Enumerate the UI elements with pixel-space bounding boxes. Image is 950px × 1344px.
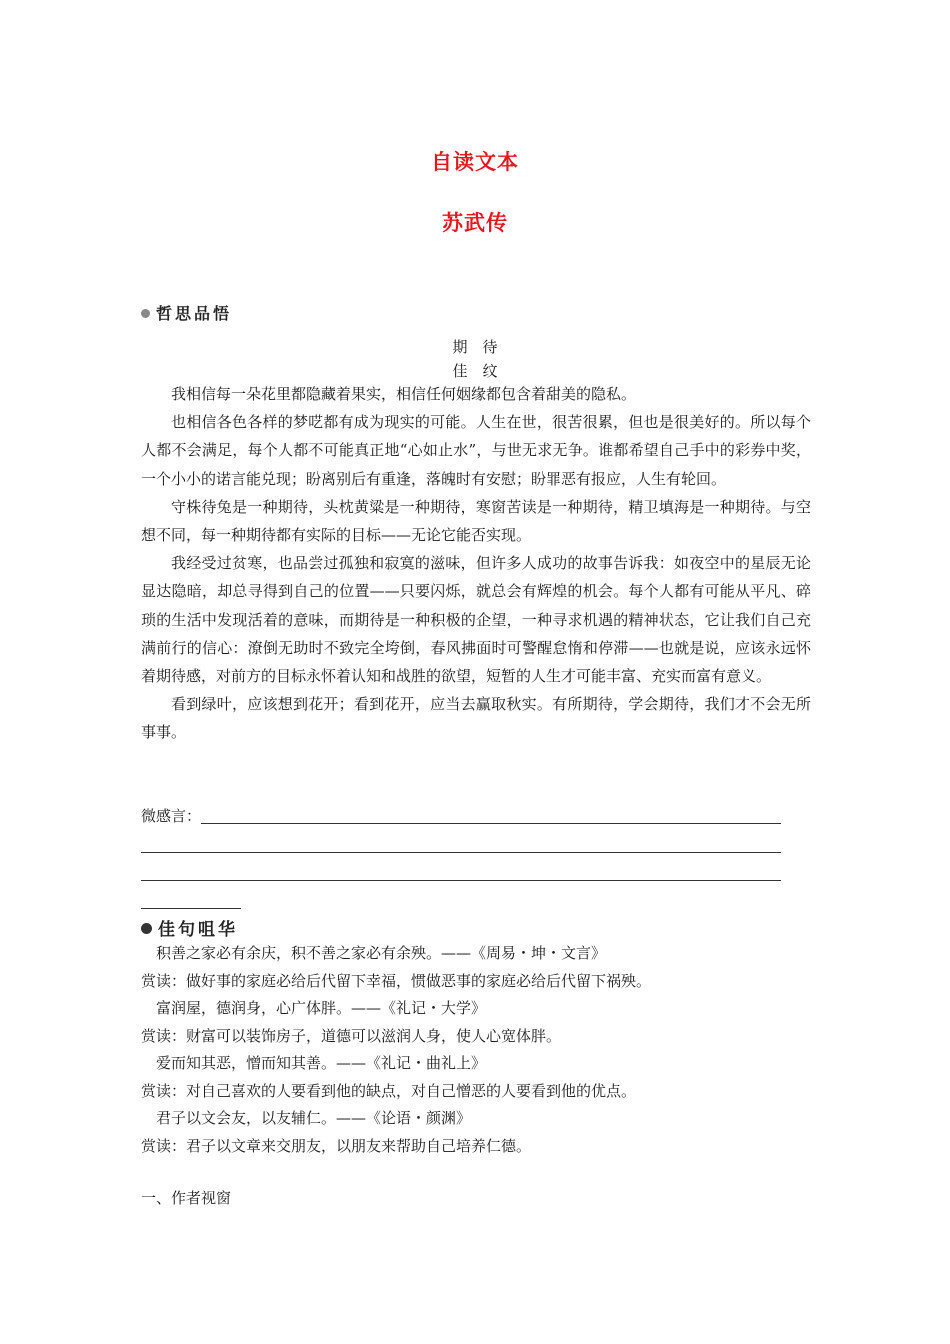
- paragraph: 看到绿叶，应该想到花开；看到花开，应当去赢取秋实。有所期待，学会期待，我们才不会无所事事。: [141, 695, 811, 742]
- quote-comment: 赏读：做好事的家庭必给后代留下幸福，惯做恶事的家庭必给后代留下祸殃。: [141, 971, 652, 990]
- paragraph: 也相信各色各样的梦呓都有成为现实的可能。人生在世，很苦很累，但也是很美好的。所以每个人都不会满足，每个人都不可能真正地“心如止水”，与世无求无争。谁都希望自己手中的彩券中奖，一个小小的诺言能兑现；盼离别后有重逢，落魄时有安慰；盼罪恶有报应，人生有轮回。: [141, 413, 811, 488]
- quote-list: [141, 940, 821, 1160]
- page-subtitle: 苏武传: [442, 211, 508, 235]
- reflection-label: 微感言：: [141, 807, 202, 826]
- bullet-icon: [141, 923, 152, 934]
- answer-line: [141, 851, 781, 853]
- answer-line: [201, 822, 781, 824]
- quote-comment: 赏读：对自己喜欢的人要看到他的缺点，对自己憎恶的人要看到他的优点。: [141, 1081, 637, 1100]
- reflection-row: [141, 828, 781, 856]
- quote-comment: 赏读：财富可以装饰房子，道德可以滋润人身，使人心宽体胖。: [141, 1026, 562, 1045]
- answer-line: [141, 879, 781, 881]
- reflection-row: [141, 857, 781, 885]
- section-heading-author: 一、作者视窗: [141, 1189, 232, 1207]
- essay-title: 期 待: [452, 338, 498, 356]
- section-label: 哲思品悟: [156, 304, 233, 323]
- essay-author: 佳 纹: [452, 362, 498, 380]
- paragraph: 我经受过贫寒，也品尝过孤独和寂寞的滋味，但许多人成功的故事告诉我：如夜空中的星辰无论显达隐暗，却总寻得到自己的位置——只要闪烁，就总会有辉煌的机会。每个人都有可能从平凡、碎琐的生活中发现活着的意味，而期待是一种积极的企望，一种寻求机遇的精神状态，它让我们自己充满前行的信心：潦倒无助时不致完全垮倒，春风拂面时可警醒怠惰和停滞——也就是说，应该永远怀着期待感，对前方的目标永怀着认知和战胜的欲望，短暂的人生才可能丰富、充实而富有意义。: [141, 554, 811, 686]
- bullet-icon: [141, 309, 150, 318]
- quote-comment: 赏读：君子以文章来交朋友，以朋友来帮助自己培养仁德。: [141, 1136, 532, 1155]
- reflection-lines: [141, 800, 781, 913]
- page-title: 自读文本: [431, 150, 519, 174]
- quote-text: 富润屋，德润身，心广体胖。——《礼记・大学》: [156, 999, 487, 1017]
- section-heading-reflection: [141, 301, 232, 324]
- reflection-row: [141, 800, 781, 828]
- reflection-row: [141, 885, 781, 913]
- answer-line: [141, 907, 241, 909]
- paragraph: 我相信每一朵花里都隐藏着果实，相信任何姻缘都包含着甜美的隐私。: [171, 385, 637, 403]
- essay-body: [141, 380, 811, 747]
- section-heading-quotes: [141, 915, 238, 940]
- quote-text: 爱而知其恶，憎而知其善。——《礼记・曲礼上》: [156, 1054, 487, 1072]
- quote-text: 积善之家必有余庆，积不善之家必有余殃。——《周易・坤・文言》: [156, 944, 607, 962]
- quote-text: 君子以文会友，以友辅仁。——《论语・颜渊》: [156, 1109, 472, 1127]
- section-label: 佳句咀华: [158, 920, 238, 940]
- paragraph: 守株待兔是一种期待，头枕黄粱是一种期待，寒窗苦读是一种期待，精卫填海是一种期待。与空想不同，每一种期待都有实际的目标——无论它能否实现。: [141, 497, 811, 545]
